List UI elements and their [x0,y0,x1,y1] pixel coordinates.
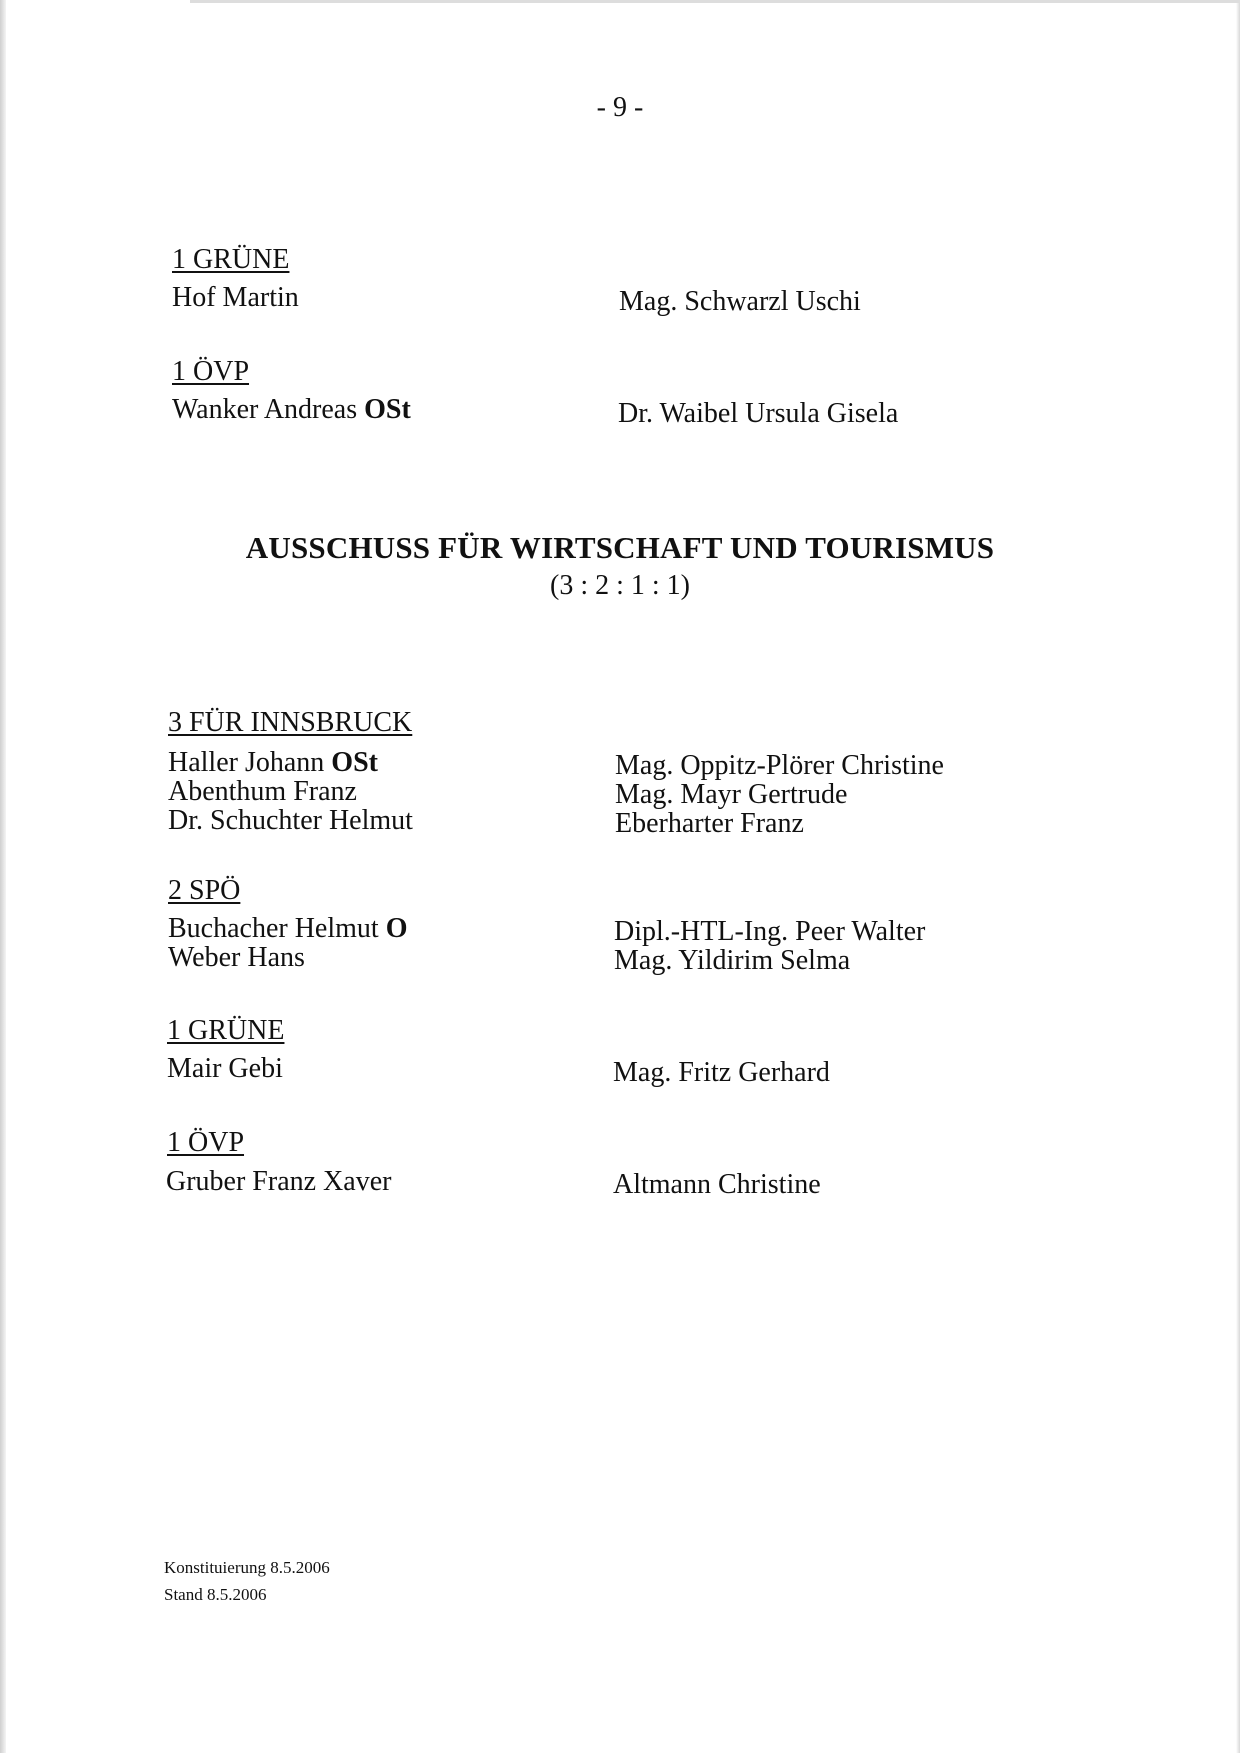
role-suffix: OSt [364,394,411,425]
substitute-entry: Mag. Fritz Gerhard [613,1057,830,1088]
member-entry: Weber Hans [168,942,305,973]
scan-edge-top [190,0,1240,3]
member-list-oevp-top [172,395,411,424]
member-entry: Mair Gebi [167,1053,283,1084]
footer-status-date: Stand 8.5.2006 [164,1585,267,1604]
party-heading-oevp: 1 ÖVP [167,1127,245,1158]
substitute-list-gruene [613,1058,830,1087]
page-number: - 9 - [596,92,644,123]
member-list-spoe [168,914,407,972]
member-list-oevp [166,1167,391,1196]
substitute-entry: Mag. Schwarzl Uschi [619,286,861,317]
substitute-entry: Eberharter Franz [615,808,804,839]
member-entry: Haller Johann OSt [168,747,378,778]
member-entry: Hof Martin [172,282,299,313]
party-heading-spoe: 2 SPÖ [168,875,241,906]
substitute-list-oevp-top [618,399,898,428]
substitute-entry: Mag. Oppitz-Plörer Christine [615,750,944,781]
substitute-entry: Mag. Mayr Gertrude [615,779,848,810]
member-entry: Gruber Franz Xaver [166,1166,392,1197]
party-heading-gruene: 1 GRÜNE [167,1015,285,1046]
substitute-list-fuer-innsbruck [615,751,944,838]
member-entry: Dr. Schuchter Helmut [168,805,413,836]
party-heading-oevp-top: 1 ÖVP [172,356,250,387]
party-heading-gruene-top: 1 GRÜNE [172,244,290,275]
role-suffix: OSt [331,747,378,778]
committee-ratio: (3 : 2 : 1 : 1) [550,570,690,601]
substitute-list-gruene-top [619,287,861,316]
scan-edge-right [1236,0,1240,1753]
role-suffix: O [385,913,408,944]
substitute-list-spoe [614,917,925,975]
member-entry: Buchacher Helmut O [168,913,408,944]
member-list-fuer-innsbruck [168,748,413,835]
substitute-entry: Mag. Yildirim Selma [614,945,851,976]
member-entry: Wanker Andreas OSt [172,394,411,425]
member-list-gruene [167,1054,283,1083]
substitute-entry: Dr. Waibel Ursula Gisela [618,398,899,429]
footer [164,1554,330,1608]
substitute-entry: Dipl.-HTL-Ing. Peer Walter [614,916,926,947]
footer-constitution-date: Konstituierung 8.5.2006 [164,1558,330,1577]
committee-title: AUSSCHUSS FÜR WIRTSCHAFT UND TOURISMUS [245,530,995,565]
member-list-gruene-top [172,283,299,312]
scan-edge-left [0,0,6,1753]
substitute-list-oevp [613,1170,821,1199]
member-entry: Abenthum Franz [168,776,357,807]
substitute-entry: Altmann Christine [613,1169,821,1200]
party-heading-fuer-innsbruck: 3 FÜR INNSBRUCK [168,707,413,738]
